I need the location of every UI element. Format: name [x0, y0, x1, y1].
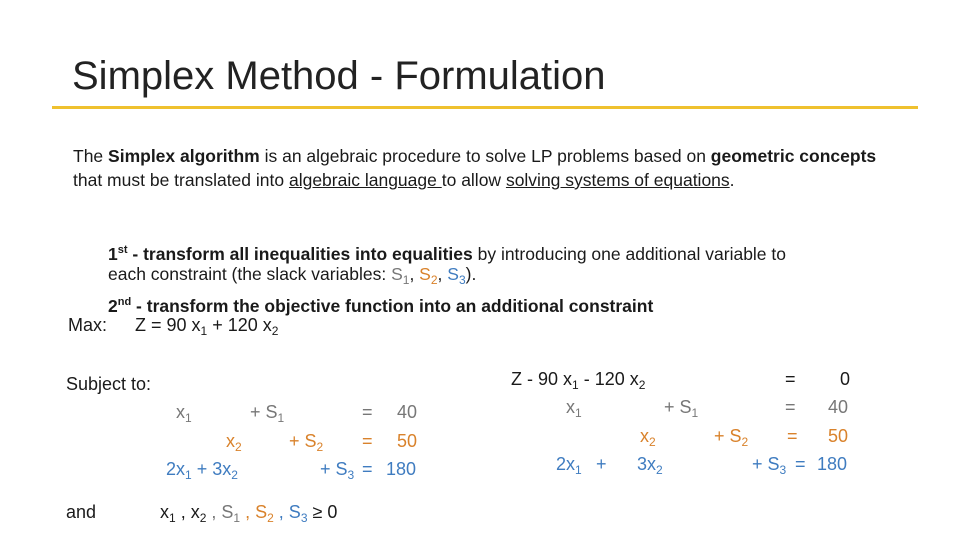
right-r2-x: $x_2$ — [640, 426, 656, 449]
left-r2-rhs: 50 — [397, 431, 418, 451]
objective-function: Z = 90 $x_1 + 120$ $x_2$ — [135, 315, 279, 338]
left-r1-s: + $S_1$ — [250, 402, 285, 425]
left-r2-eq: = — [362, 431, 373, 451]
right-r0-eq: = — [785, 369, 796, 389]
right-r1-rhs: 40 — [828, 397, 849, 417]
right-r1-eq: = — [785, 397, 796, 417]
step-1-line-1: 1st - transform all inequalities into equalities by introducing one additional variable to — [108, 244, 786, 264]
left-r3-eq: = — [362, 459, 373, 479]
and-label: and — [66, 502, 97, 522]
left-r3-s: + $S_3$ — [320, 459, 355, 482]
right-r2-eq: = — [787, 426, 798, 446]
right-r0-rhs: 0 — [840, 369, 851, 389]
subject-to-label: Subject to: — [66, 374, 152, 394]
objective-label: Max: — [68, 315, 108, 335]
left-r2-s: + $S_2$ — [289, 431, 324, 454]
right-r3-x2: $3x_2$ — [637, 454, 663, 477]
right-r2-rhs: 50 — [828, 426, 849, 446]
slide-title: Simplex Method - Formulation — [72, 54, 606, 98]
right-r3-rhs: 180 — [817, 454, 848, 474]
title-underline — [52, 106, 918, 109]
right-r3-x1: $2x_1$ — [556, 454, 582, 477]
left-r1-x: $x_1$ — [176, 402, 192, 425]
right-r3-eq: = — [795, 454, 806, 474]
right-r1-x: $x_1$ — [566, 397, 582, 420]
right-r3-plus: + — [596, 454, 607, 474]
right-r0-lhs: Z - 90 $x_1 - 120$ $x_2$ — [511, 369, 646, 392]
left-r2-x: $x_2$ — [226, 431, 242, 454]
left-r3-rhs: 180 — [386, 459, 417, 479]
left-r1-rhs: 40 — [397, 402, 418, 422]
step-2: 2nd - transform the objective function into an additional constraint — [108, 296, 654, 316]
right-r2-s: + $S_2$ — [714, 426, 749, 449]
right-r1-s: + $S_1$ — [664, 397, 699, 420]
step-1-line-2: each constraint (the slack variables: $S_1$, $S_2$, $S_3$). — [108, 264, 477, 287]
non-negativity: $x_1$ , $x_2$ , $S_1$ , $S_2$ , $S_3 \ge 0$ — [160, 502, 338, 525]
right-r3-s: + $S_3$ — [752, 454, 787, 477]
left-r3-x: $2x_1 + 3x_2$ — [166, 459, 238, 482]
left-r1-eq: = — [362, 402, 373, 422]
intro-paragraph: The Simplex algorithm is an algebraic procedure to solve LP problems based on geometric concepts that must be translated into algebraic language to allow solving systems of equations. — [73, 146, 877, 190]
